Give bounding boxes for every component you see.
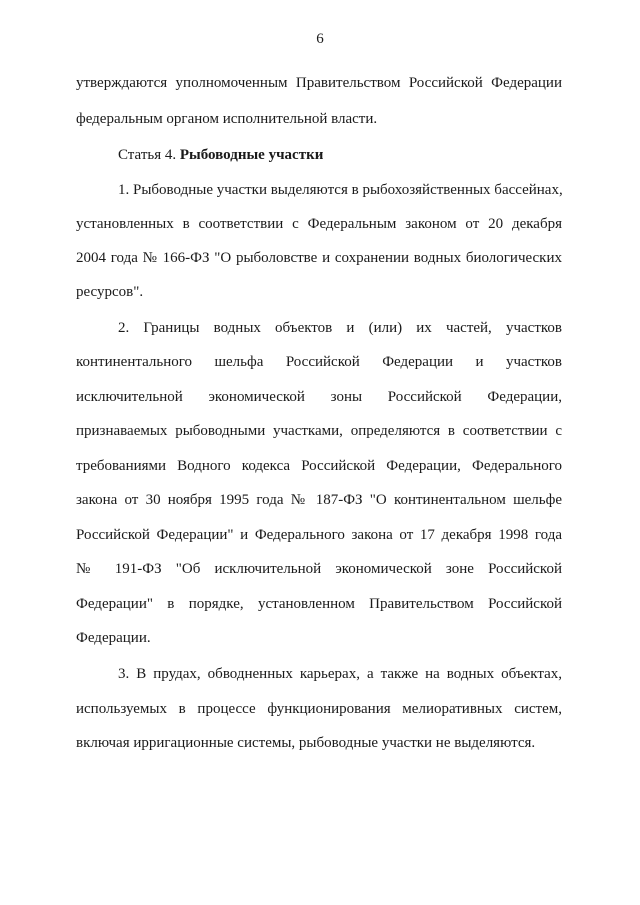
text-line: Федерации. bbox=[76, 630, 151, 646]
text-line: закона от 30 ноября 1995 года № 187-ФЗ "О континентальном шельфе bbox=[76, 492, 562, 508]
article-heading bbox=[118, 147, 562, 164]
text-line: федеральным органом исполнительной власти. bbox=[76, 111, 378, 127]
text-line: Российской Федерации" и Федерального закона от 17 декабря 1998 года bbox=[76, 527, 562, 543]
text-line: признаваемых рыбоводными участками, определяются в соответствии с bbox=[76, 423, 562, 439]
article-title: Рыбоводные участки bbox=[179, 147, 324, 163]
text-line: исключительной экономической зоны Российской Федерации, bbox=[76, 389, 562, 405]
text-line: 2. Границы водных объектов и (или) их частей, участков bbox=[118, 320, 562, 336]
text-line: континентального шельфа Российской Федерации и участков bbox=[76, 354, 562, 370]
page-number: 6 bbox=[316, 31, 324, 47]
article-prefix: Статья 4. bbox=[118, 147, 180, 163]
text-line: ресурсов". bbox=[76, 284, 144, 300]
text-line: 2004 года № 166-ФЗ "О рыболовстве и сохранении водных биологических bbox=[76, 250, 562, 266]
text-line: утверждаются уполномоченным Правительством Российской Федерации bbox=[76, 75, 562, 91]
text-line: № 191-ФЗ "Об исключительной экономической зоне Российской bbox=[76, 561, 562, 577]
text-line: включая ирригационные системы, рыбоводные участки не выделяются. bbox=[76, 735, 536, 751]
text-line: 3. В прудах, обводненных карьерах, а также на водных объектах, bbox=[118, 666, 562, 682]
text-line: требованиями Водного кодекса Российской Федерации, Федерального bbox=[76, 458, 562, 474]
text-line: 1. Рыбоводные участки выделяются в рыбохозяйственных бассейнах, bbox=[118, 182, 563, 198]
text-line: установленных в соответствии с Федеральным законом от 20 декабря bbox=[76, 216, 562, 232]
text-line: используемых в процессе функционирования мелиоративных систем, bbox=[76, 701, 562, 717]
text-line: Федерации" в порядке, установленном Правительством Российской bbox=[76, 596, 562, 612]
